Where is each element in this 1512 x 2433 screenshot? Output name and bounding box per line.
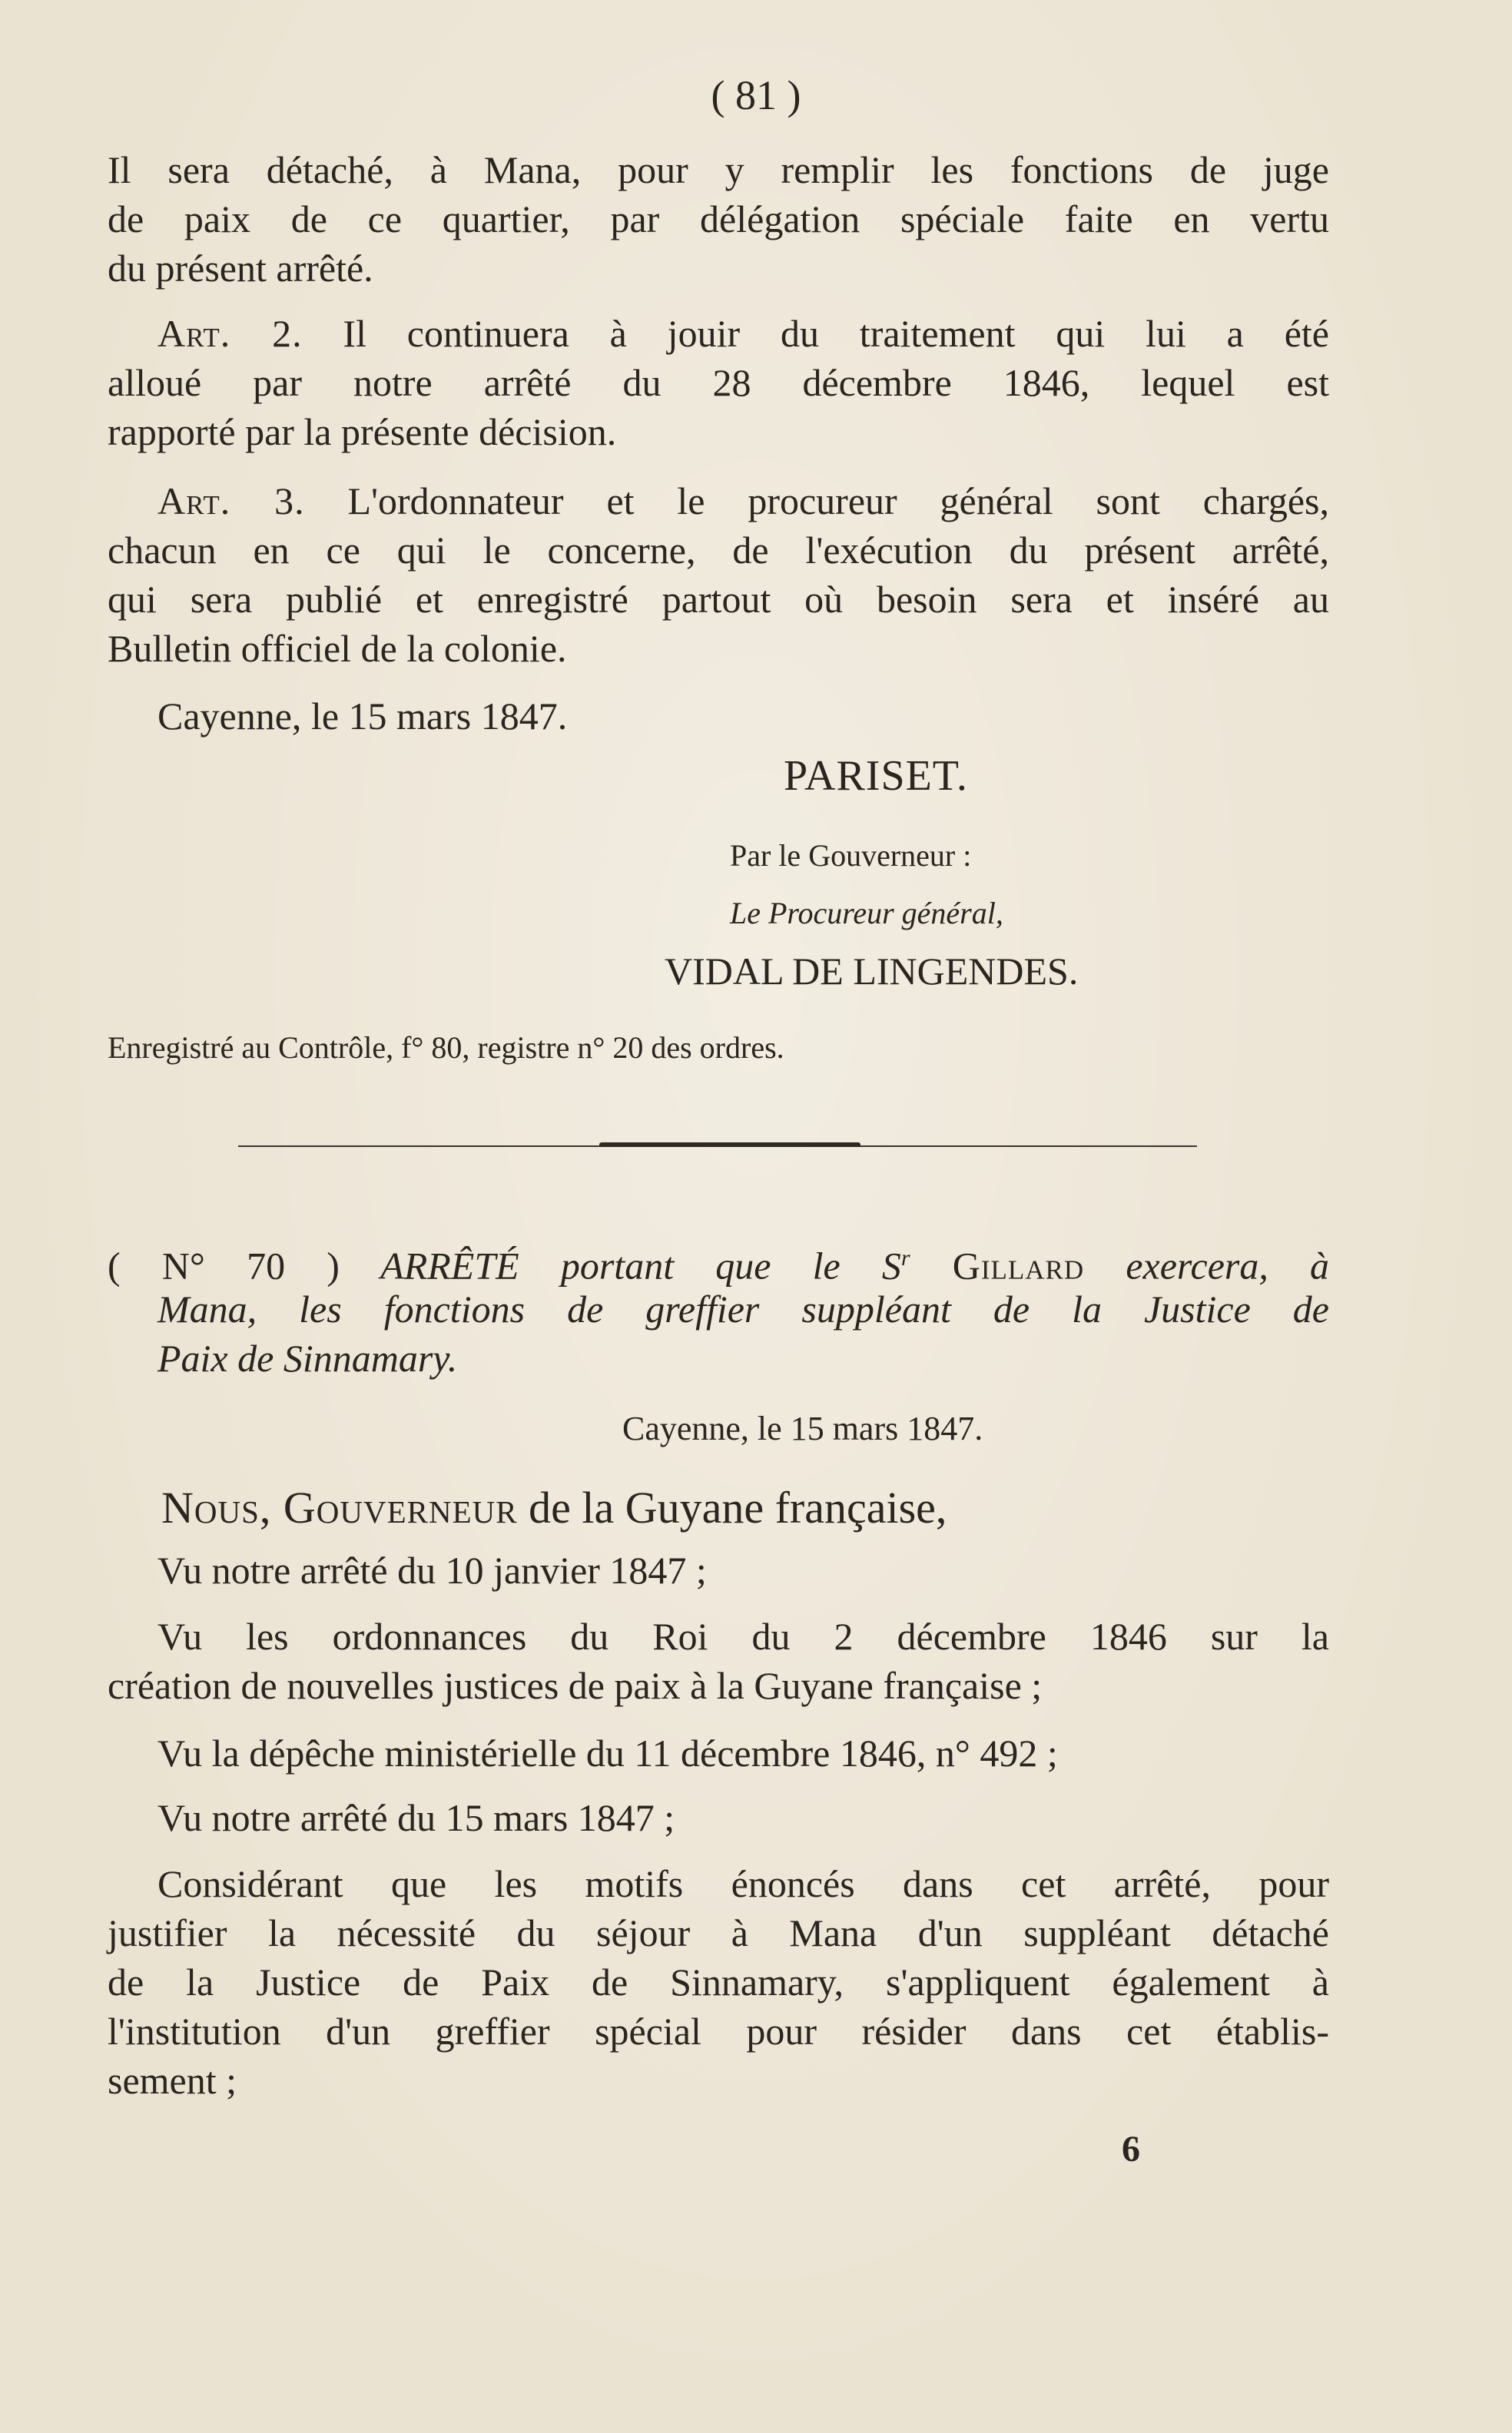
decree-70-nous-rest: de la Guyane française, — [517, 1483, 947, 1533]
article-3-text: L'ordonnateur et le procureur général sont chargés, — [304, 479, 1329, 522]
decree-line-3: du présent arrêté. — [108, 247, 373, 290]
article-3-label: Art. 3. — [158, 479, 305, 522]
decree-70-title-a: ARRÊTÉ portant que le S — [339, 1244, 901, 1288]
decree-line-2: de paix de ce quartier, par délégation spéciale faite en vertu — [108, 197, 1329, 240]
place-date: Cayenne, le 15 mars 1847. — [158, 694, 568, 738]
decree-70-title-name: Gillard — [910, 1244, 1085, 1288]
article-2-line-1 — [158, 309, 1329, 358]
decree-70-nous: Nous, Gouverneur — [161, 1483, 518, 1533]
decree-70-considerant-line-1: Considérant que les motifs énoncés dans cet arrêté, pour — [158, 1862, 1329, 1905]
article-2-text: Il continuera à jouir du traitement qui lui a été — [302, 312, 1329, 355]
decree-70-title-b: exercera, à — [1084, 1244, 1330, 1288]
signatory-name: PARISET. — [784, 752, 968, 800]
section-divider-ornament — [599, 1142, 860, 1147]
decree-70-vu-1: Vu notre arrêté du 10 janvier 1847 ; — [158, 1549, 707, 1592]
decree-70-title-line-1 — [108, 1234, 1329, 1291]
decree-70-title-line-2: Mana, les fonctions de greffier suppléant de la Justice de — [158, 1288, 1329, 1331]
decree-70-vu-4: Vu notre arrêté du 15 mars 1847 ; — [158, 1796, 675, 1839]
decree-70-title-sup: r — [900, 1245, 910, 1271]
page-number: ( 81 ) — [711, 72, 801, 118]
article-2-line-3: rapporté par la présente décision. — [108, 410, 617, 453]
article-2-line-2: alloué par notre arrêté du 28 décembre 1846, lequel est — [108, 361, 1329, 404]
decree-70-vu-2-line-2: création de nouvelles justices de paix à la Guyane française ; — [108, 1664, 1043, 1707]
decree-70-date: Cayenne, le 15 mars 1847. — [622, 1410, 983, 1447]
procureur-name: VIDAL DE LINGENDES. — [665, 950, 1079, 993]
decree-70-considerant-line-3: de la Justice de Paix de Sinnamary, s'appliquent également à — [108, 1961, 1329, 2004]
decree-70-considerant-line-4: l'institution d'un greffier spécial pour résider dans cet établis- — [108, 2010, 1329, 2053]
decree-70-vu-3: Vu la dépêche ministérielle du 11 décembre 1846, n° 492 ; — [158, 1732, 1058, 1775]
procureur-title: Le Procureur général, — [730, 896, 1003, 930]
article-3-line-4: Bulletin officiel de la colonie. — [108, 627, 567, 670]
decree-70-number: ( N° 70 ) — [108, 1244, 340, 1288]
article-3-line-1 — [158, 476, 1329, 525]
by-governor-label: Par le Gouverneur : — [730, 838, 972, 873]
decree-line-1: Il sera détaché, à Mana, pour y remplir les fonctions de juge — [108, 148, 1329, 191]
decree-70-vu-2-line-1: Vu les ordonnances du Roi du 2 décembre 1846 sur la — [158, 1615, 1329, 1658]
article-2-label: Art. 2. — [158, 312, 303, 355]
decree-70-considerant-line-2: justifier la nécessité du séjour à Mana d'un suppléant détaché — [108, 1911, 1329, 1954]
decree-70-title-line-3: Paix de Sinnamary. — [158, 1337, 458, 1380]
article-3-line-2: chacun en ce qui le concerne, de l'exécution du présent arrêté, — [108, 529, 1329, 572]
decree-70-considerant-line-5: sement ; — [108, 2059, 237, 2102]
signature-mark: 6 — [1122, 2129, 1140, 2169]
decree-70-preamble — [161, 1481, 1383, 1535]
registration-note: Enregistré au Contrôle, f° 80, registre n° 20 des ordres. — [108, 1030, 784, 1065]
article-3-line-3: qui sera publié et enregistré partout où besoin sera et inséré au — [108, 578, 1329, 621]
